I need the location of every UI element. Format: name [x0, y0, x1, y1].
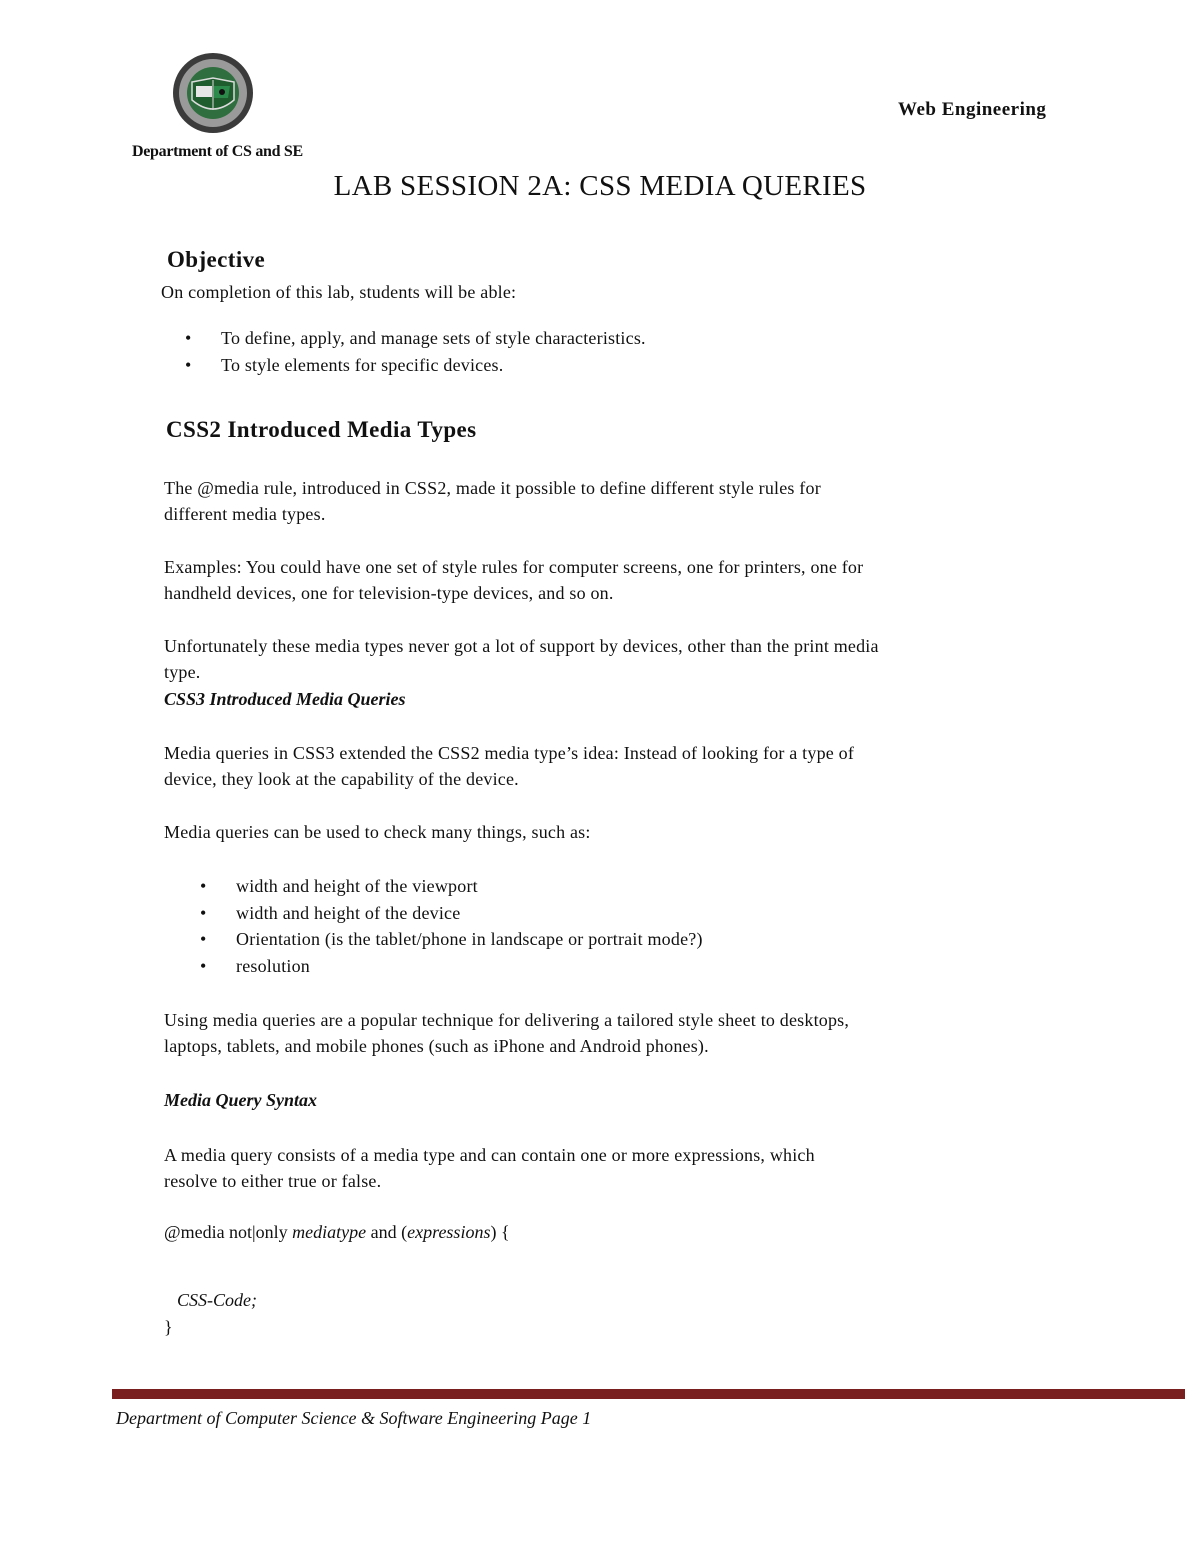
css3-paragraph-2: Media queries can be used to check many things, such as:	[164, 822, 591, 842]
list-item: • width and height of the device	[200, 902, 461, 923]
syntax-code-closing: }	[164, 1317, 173, 1337]
footer-divider	[112, 1389, 1185, 1399]
css3-paragraph-3: Using media queries are a popular technique for delivering a tailored style sheet to desktops, laptops, tablets, and mobile phones (such as iPhone and Android phones).	[164, 1010, 850, 1056]
css2-paragraph-2: Examples: You could have one set of style rules for computer screens, one for printers, one for handheld devices, one for television-type devices, and so on.	[164, 557, 864, 603]
list-item: • To style elements for specific devices.	[185, 354, 504, 375]
syntax-paragraph: A media query consists of a media type and can contain one or more expressions, which resolve to either true or false.	[164, 1145, 815, 1191]
syntax-code-body: CSS-Code;	[177, 1290, 257, 1310]
css2-heading: CSS2 Introduced Media Types	[166, 417, 477, 442]
css2-paragraph-1: The @media rule, introduced in CSS2, made it possible to define different style rules for different media types.	[164, 478, 821, 524]
css2-paragraph-3: Unfortunately these media types never got a lot of support by devices, other than the print media type.	[164, 636, 879, 682]
list-item: • To define, apply, and manage sets of style characteristics.	[185, 328, 646, 348]
page-title: LAB SESSION 2A: CSS MEDIA QUERIES	[333, 170, 867, 202]
objective-intro: On completion of this lab, students will be able:	[161, 282, 517, 302]
list-item: • width and height of the viewport	[200, 876, 478, 896]
university-seal-icon	[172, 52, 254, 134]
syntax-code-line: @media not|only mediatype and (expressions) {	[164, 1222, 510, 1242]
course-name: Web Engineering	[898, 99, 1047, 120]
css3-paragraph-1: Media queries in CSS3 extended the CSS2 media type’s idea: Instead of looking for a type of device, they look at the capability of the device.	[164, 743, 855, 789]
media-query-checks-list	[200, 873, 703, 979]
list-item: • resolution	[200, 955, 310, 976]
objective-heading: Objective	[167, 247, 266, 272]
list-item: • Orientation (is the tablet/phone in landscape or portrait mode?)	[200, 929, 703, 949]
footer-text: Department of Computer Science & Software Engineering Page 1	[116, 1408, 592, 1428]
css3-heading: CSS3 Introduced Media Queries	[164, 689, 406, 709]
syntax-heading: Media Query Syntax	[164, 1090, 317, 1110]
department-label: Department of CS and SE	[132, 143, 303, 160]
objective-list	[185, 325, 646, 378]
